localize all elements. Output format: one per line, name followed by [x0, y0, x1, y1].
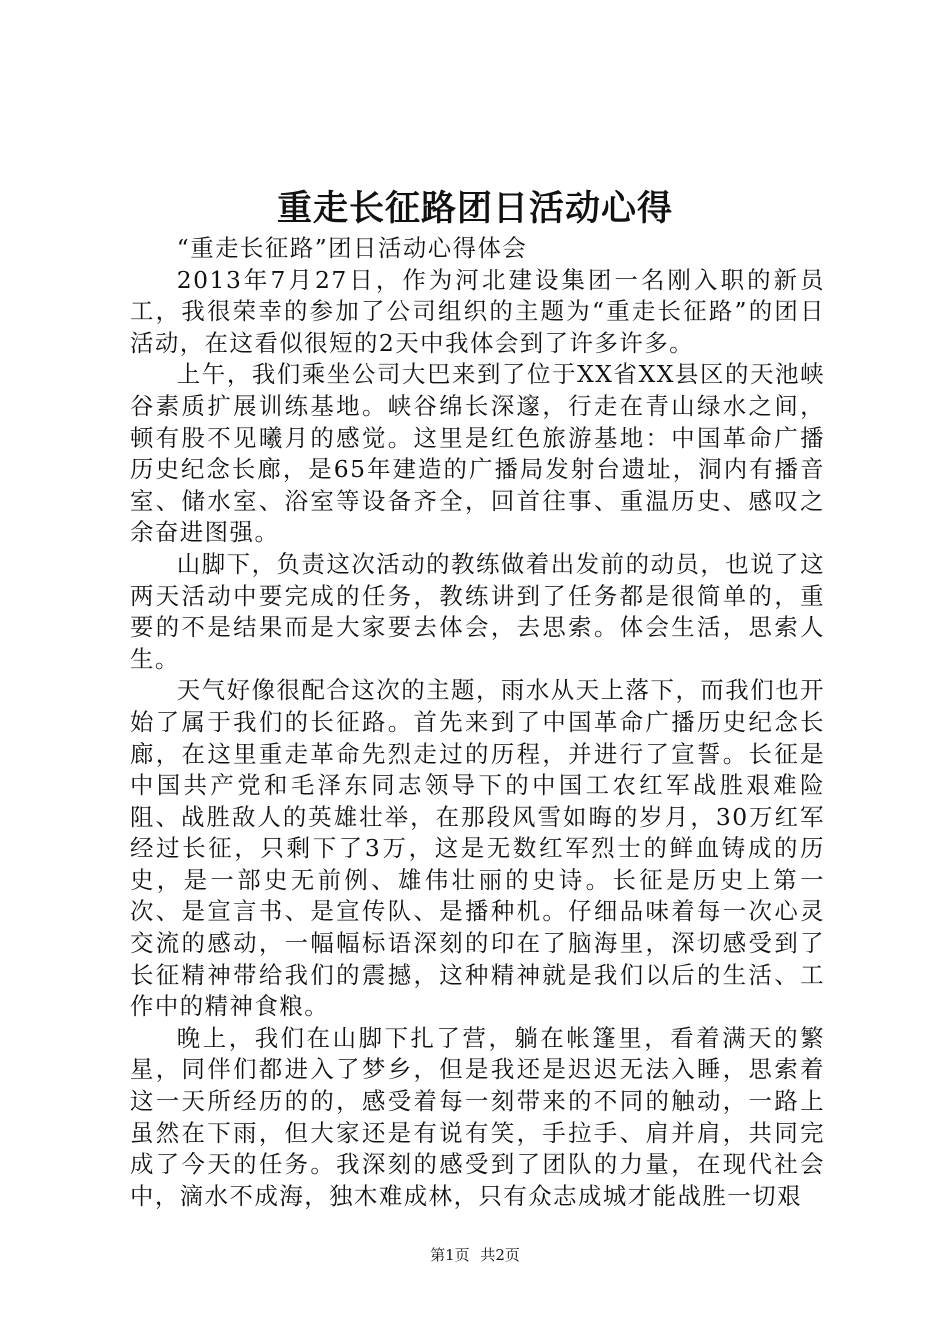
paragraph: 晚上，我们在山脚下扎了营，躺在帐篷里，看着满天的繁星，同伴们都进入了梦乡，但是我还是迟迟无法入睡，思索着这一天所经历的的，感受着每一刻带来的不同的触动，一路上虽然在下雨，但大家还是有说有笑，手拉手、肩并肩，共同完成了今天的任务。我深刻的感受到了团队的力量，在现代社会中，滴水不成海，独木难成林，只有众志成城才能战胜一切艰: [130, 1023, 825, 1210]
paragraph: 上午，我们乘坐公司大巴来到了位于XX省XX县区的天池峡谷素质扩展训练基地。峡谷绵长深邃，行走在青山绿水之间，顿有股不见曦月的感觉。这里是红色旅游基地：中国革命广播历史纪念长廊，是65年建造的广播局发射台遗址，洞内有播音室、储水室、浴室等设备齐全，回首往事、重温历史、感叹之余奋进图强。: [130, 360, 825, 547]
paragraph: 天气好像很配合这次的主题，雨水从天上落下，而我们也开始了属于我们的长征路。首先来到了中国革命广播历史纪念长廊，在这里重走革命先烈走过的历程，并进行了宣誓。长征是中国共产党和毛泽东同志领导下的中国工农红军战胜艰难险阻、战胜敌人的英雄壮举，在那段风雪如晦的岁月，30万红军经过长征，只剩下了3万，这是无数红军烈士的鲜血铸成的历史，是一部史无前例、雄伟壮丽的史诗。长征是历史上第一次、是宣言书、是宣传队、是播种机。仔细品味着每一次心灵交流的感动，一幅幅标语深刻的印在了脑海里，深切感受到了长征精神带给我们的震撼，这种精神就是我们以后的生活、工作中的精神食粮。: [130, 676, 825, 1021]
page-number: 第1页: [430, 1246, 470, 1264]
page-footer: [0, 1245, 950, 1265]
document-body: [130, 233, 825, 1212]
paragraph: 2013年7月27日，作为河北建设集团一名刚入职的新员工，我很荣幸的参加了公司组织的主题为“重走长征路”的团日活动，在这看似很短的2天中我体会到了许多许多。: [130, 265, 825, 357]
document-subtitle: “重走长征路”团日活动心得体会: [176, 234, 528, 262]
page-total: 共2页: [480, 1246, 520, 1264]
page-title: 重走长征路团日活动心得: [276, 188, 673, 229]
paragraph: 山脚下，负责这次活动的教练做着出发前的动员，也说了这两天活动中要完成的任务，教练讲到了任务都是很简单的，重要的不是结果而是大家要去体会，去思索。体会生活，思索人生。: [130, 549, 825, 673]
